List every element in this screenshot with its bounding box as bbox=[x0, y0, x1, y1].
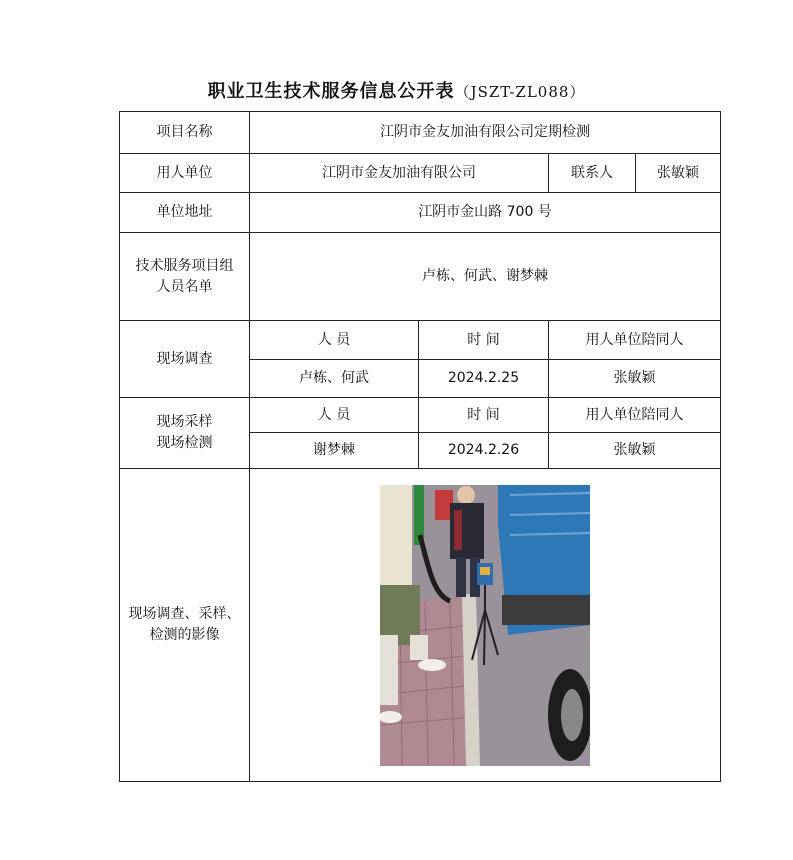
address-value: 江阴市金山路 700 号 bbox=[250, 193, 721, 233]
project-name-label: 项目名称 bbox=[120, 112, 250, 154]
title-main: 职业卫生技术服务信息公开表 bbox=[207, 81, 455, 102]
photo-truck-chassis bbox=[502, 595, 590, 625]
sampling-date: 2024.2.26 bbox=[419, 433, 549, 469]
sampling-header-personnel: 人 员 bbox=[250, 398, 419, 433]
sampling-label-line1: 现场采样 bbox=[156, 414, 213, 430]
photo-person-head bbox=[457, 486, 475, 504]
survey-companion: 张敏颖 bbox=[549, 360, 721, 398]
row-address bbox=[120, 193, 721, 233]
employer-label: 用人单位 bbox=[120, 154, 250, 193]
page-title bbox=[0, 77, 793, 103]
project-name-value: 江阴市金友加油有限公司定期检测 bbox=[250, 112, 721, 154]
title-code: （JSZT-ZL088） bbox=[454, 83, 586, 101]
survey-personnel: 卢栋、何武 bbox=[250, 360, 419, 398]
row-sampling-header bbox=[120, 398, 721, 433]
photo-person-left-leg bbox=[380, 635, 398, 705]
survey-header-companion: 用人单位陪同人 bbox=[549, 321, 721, 360]
images-label-line2: 检测的影像 bbox=[149, 627, 220, 643]
team-value: 卢栋、何武、谢梦棘 bbox=[250, 233, 721, 321]
team-label-line1: 技术服务项目组 bbox=[135, 257, 234, 274]
site-photo bbox=[380, 485, 590, 766]
contact-value: 张敏颖 bbox=[657, 164, 699, 181]
survey-header-personnel: 人 员 bbox=[250, 321, 419, 360]
row-survey-header bbox=[120, 321, 721, 360]
sampling-personnel: 谢梦棘 bbox=[250, 433, 419, 469]
sampling-header-time: 时 间 bbox=[419, 398, 549, 433]
sampling-companion: 张敏颖 bbox=[549, 433, 721, 469]
sampling-label-line2: 现场检测 bbox=[156, 435, 213, 451]
contact-label: 联系人 bbox=[549, 154, 636, 192]
row-team bbox=[120, 233, 721, 321]
contact-cell bbox=[549, 154, 720, 192]
images-label-line1: 现场调查、采样、 bbox=[128, 606, 241, 622]
photo-shoe bbox=[418, 659, 446, 671]
survey-label: 现场调查 bbox=[120, 321, 250, 398]
row-images bbox=[120, 469, 721, 782]
survey-date: 2024.2.25 bbox=[419, 360, 549, 398]
row-project-name bbox=[120, 112, 721, 154]
survey-header-time: 时 间 bbox=[419, 321, 549, 360]
info-table bbox=[119, 111, 721, 782]
team-label-line2: 人员名单 bbox=[156, 278, 213, 295]
sampling-header-companion: 用人单位陪同人 bbox=[549, 398, 721, 433]
address-label: 单位地址 bbox=[120, 193, 250, 233]
employer-value: 江阴市金友加油有限公司 bbox=[250, 154, 549, 193]
row-employer bbox=[120, 154, 721, 193]
